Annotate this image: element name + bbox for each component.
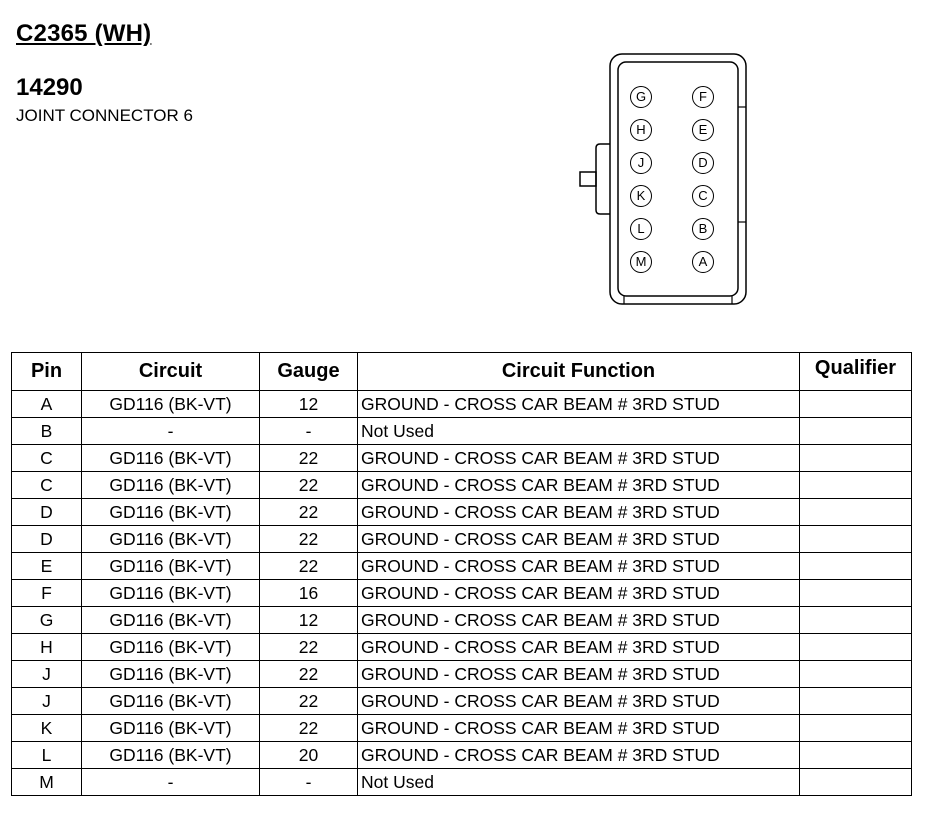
table-row	[12, 553, 912, 580]
function-cell: GROUND - CROSS CAR BEAM # 3RD STUD	[358, 715, 800, 742]
connector-name: JOINT CONNECTOR 6	[16, 106, 193, 125]
column-header-function: Circuit Function	[358, 353, 800, 391]
pin-cell: J	[12, 661, 82, 688]
gauge-cell: 22	[260, 688, 358, 715]
gauge-cell: 22	[260, 526, 358, 553]
function-cell: GROUND - CROSS CAR BEAM # 3RD STUD	[358, 661, 800, 688]
gauge-cell: 22	[260, 661, 358, 688]
gauge-cell: 12	[260, 391, 358, 418]
table-row	[12, 607, 912, 634]
column-header-pin: Pin	[12, 353, 82, 391]
table-row	[12, 418, 912, 445]
connector-header	[16, 20, 193, 126]
connector-pin: L	[630, 218, 652, 240]
gauge-cell: 20	[260, 742, 358, 769]
qualifier-cell	[800, 526, 912, 553]
column-header-gauge: Gauge	[260, 353, 358, 391]
function-cell: GROUND - CROSS CAR BEAM # 3RD STUD	[358, 580, 800, 607]
circuit-cell: GD116 (BK-VT)	[82, 715, 260, 742]
connector-pin: C	[692, 185, 714, 207]
connector-pin: J	[630, 152, 652, 174]
circuit-cell: GD116 (BK-VT)	[82, 634, 260, 661]
pin-cell: M	[12, 769, 82, 796]
table-row	[12, 742, 912, 769]
pin-cell: G	[12, 607, 82, 634]
connector-pin: K	[630, 185, 652, 207]
connector-pin: B	[692, 218, 714, 240]
qualifier-cell	[800, 499, 912, 526]
column-header-circuit: Circuit	[82, 353, 260, 391]
qualifier-cell	[800, 580, 912, 607]
pin-cell: B	[12, 418, 82, 445]
connector-pin: A	[692, 251, 714, 273]
pin-cell: F	[12, 580, 82, 607]
function-cell: GROUND - CROSS CAR BEAM # 3RD STUD	[358, 688, 800, 715]
gauge-cell: 22	[260, 445, 358, 472]
function-cell: GROUND - CROSS CAR BEAM # 3RD STUD	[358, 526, 800, 553]
circuit-cell: GD116 (BK-VT)	[82, 526, 260, 553]
circuit-cell: GD116 (BK-VT)	[82, 661, 260, 688]
gauge-cell: -	[260, 418, 358, 445]
table-row	[12, 688, 912, 715]
qualifier-cell	[800, 418, 912, 445]
pin-cell: E	[12, 553, 82, 580]
pin-cell: D	[12, 526, 82, 553]
pin-cell: L	[12, 742, 82, 769]
pinout-table	[11, 352, 912, 796]
circuit-cell: GD116 (BK-VT)	[82, 553, 260, 580]
connector-pin: G	[630, 86, 652, 108]
pin-cell: J	[12, 688, 82, 715]
pin-cell: H	[12, 634, 82, 661]
connector-outline-icon	[578, 52, 748, 308]
table-row	[12, 391, 912, 418]
circuit-cell: GD116 (BK-VT)	[82, 688, 260, 715]
qualifier-cell	[800, 472, 912, 499]
gauge-cell: -	[260, 769, 358, 796]
pin-cell: C	[12, 445, 82, 472]
gauge-cell: 22	[260, 472, 358, 499]
connector-pin: H	[630, 119, 652, 141]
connector-face-diagram	[578, 52, 748, 308]
connector-pin: M	[630, 251, 652, 273]
function-cell: GROUND - CROSS CAR BEAM # 3RD STUD	[358, 472, 800, 499]
function-cell: Not Used	[358, 769, 800, 796]
table-row	[12, 661, 912, 688]
circuit-cell: -	[82, 418, 260, 445]
qualifier-cell	[800, 688, 912, 715]
table-row	[12, 526, 912, 553]
qualifier-cell	[800, 769, 912, 796]
function-cell: GROUND - CROSS CAR BEAM # 3RD STUD	[358, 634, 800, 661]
circuit-cell: GD116 (BK-VT)	[82, 742, 260, 769]
pin-cell: A	[12, 391, 82, 418]
pin-cell: D	[12, 499, 82, 526]
function-cell: GROUND - CROSS CAR BEAM # 3RD STUD	[358, 742, 800, 769]
gauge-cell: 22	[260, 499, 358, 526]
pin-cell: C	[12, 472, 82, 499]
qualifier-cell	[800, 634, 912, 661]
circuit-cell: GD116 (BK-VT)	[82, 472, 260, 499]
table-row	[12, 580, 912, 607]
table-row	[12, 715, 912, 742]
gauge-cell: 22	[260, 634, 358, 661]
qualifier-cell	[800, 715, 912, 742]
circuit-cell: GD116 (BK-VT)	[82, 580, 260, 607]
connector-pin: F	[692, 86, 714, 108]
gauge-cell: 22	[260, 553, 358, 580]
circuit-cell: GD116 (BK-VT)	[82, 391, 260, 418]
table-row	[12, 499, 912, 526]
table-row	[12, 445, 912, 472]
table-row	[12, 472, 912, 499]
qualifier-cell	[800, 391, 912, 418]
qualifier-cell	[800, 553, 912, 580]
gauge-cell: 12	[260, 607, 358, 634]
qualifier-cell	[800, 661, 912, 688]
part-number: 14290	[16, 74, 83, 101]
gauge-cell: 16	[260, 580, 358, 607]
table-header-row	[12, 353, 912, 391]
function-cell: GROUND - CROSS CAR BEAM # 3RD STUD	[358, 553, 800, 580]
qualifier-cell	[800, 742, 912, 769]
function-cell: GROUND - CROSS CAR BEAM # 3RD STUD	[358, 607, 800, 634]
function-cell: GROUND - CROSS CAR BEAM # 3RD STUD	[358, 391, 800, 418]
qualifier-cell	[800, 445, 912, 472]
connector-id: C2365 (WH)	[16, 20, 152, 47]
function-cell: GROUND - CROSS CAR BEAM # 3RD STUD	[358, 499, 800, 526]
function-cell: GROUND - CROSS CAR BEAM # 3RD STUD	[358, 445, 800, 472]
circuit-cell: -	[82, 769, 260, 796]
circuit-cell: GD116 (BK-VT)	[82, 607, 260, 634]
circuit-cell: GD116 (BK-VT)	[82, 499, 260, 526]
column-header-qualifier: Qualifier	[800, 353, 912, 391]
gauge-cell: 22	[260, 715, 358, 742]
circuit-cell: GD116 (BK-VT)	[82, 445, 260, 472]
table-row	[12, 769, 912, 796]
connector-pin: D	[692, 152, 714, 174]
connector-pin: E	[692, 119, 714, 141]
pin-cell: K	[12, 715, 82, 742]
function-cell: Not Used	[358, 418, 800, 445]
qualifier-cell	[800, 607, 912, 634]
table-row	[12, 634, 912, 661]
